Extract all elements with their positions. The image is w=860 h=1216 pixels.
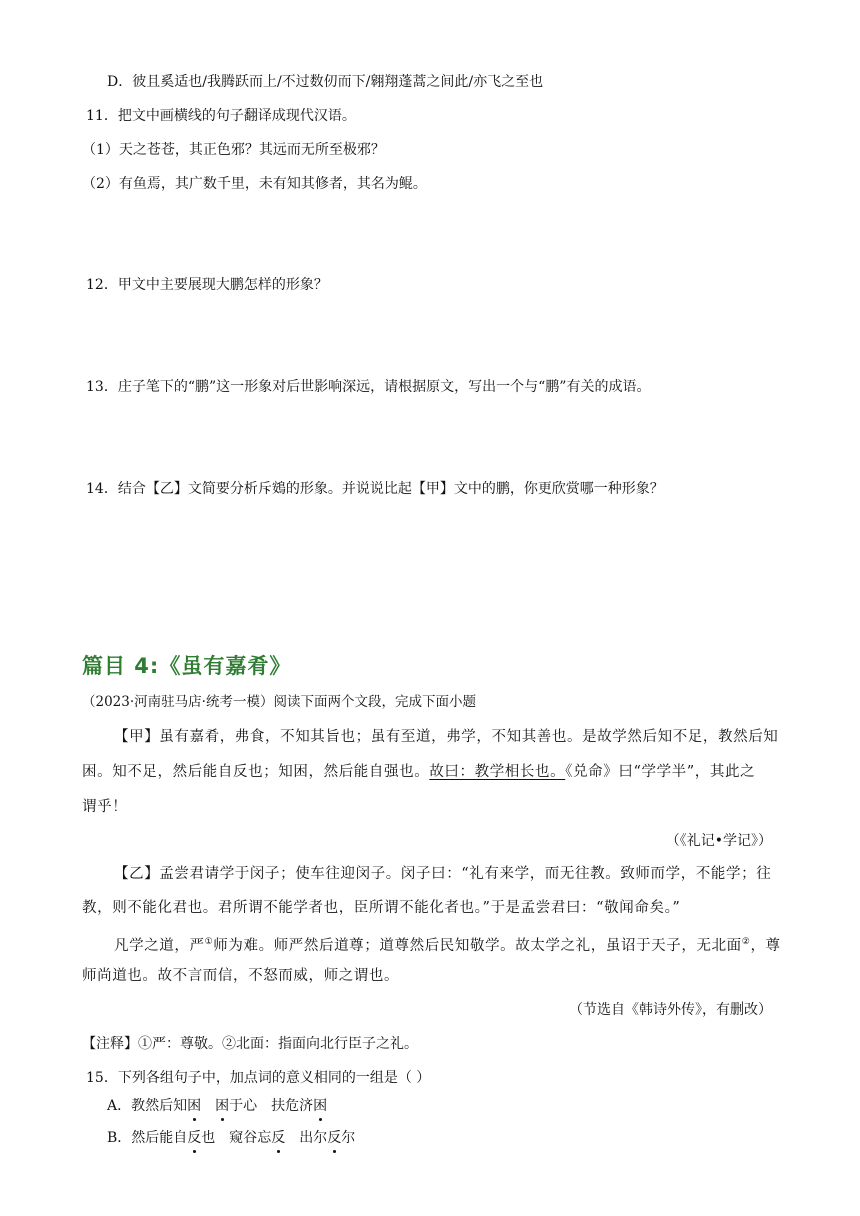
q11-stem: 11．把文中画横线的句子翻译成现代汉语。 <box>86 108 356 124</box>
yi-line-3-a: 凡学之道，严 <box>114 937 205 954</box>
option-a-phrase-3: 扶危济 <box>271 1098 314 1114</box>
dotted-word: 困 <box>215 1098 230 1114</box>
q11-sentence-2: （2）有鱼焉，其广数千里，未有知其修者，其名为鲲。 <box>82 176 427 192</box>
option-b-phrase-1: 然后能自 <box>131 1130 188 1146</box>
q13-stem: 13．庄子笔下的“鹏”这一形象对后世影响深远，请根据原文，写出一个与“鹏”有关的成语。 <box>86 379 651 395</box>
jia-underlined-sentence: 故曰：教学相长也。 <box>429 764 566 780</box>
option-b-phrase-2: 窥谷忘 <box>229 1130 272 1146</box>
yi-line-3-b: 师为难。师严然后道尊；道尊然后民知敬学。故太学之礼，虽诏于天子，无北面 <box>213 937 742 954</box>
yi-line-4: 师尚道也。故不言而信，不怒而威，师之谓也。 <box>82 968 400 984</box>
dotted-word: 反 <box>327 1130 342 1146</box>
q15-stem: 15．下列各组句子中，加点词的意义相同的一组是（ ） <box>86 1070 431 1086</box>
jia-line-1: 【甲】虽有嘉肴，弗食，不知其旨也；虽有至道，弗学，不知其善也。是故学然后知不足，教然后知 <box>114 729 779 745</box>
option-a-phrase-1: 教然后知 <box>131 1098 188 1114</box>
dotted-word: 反 <box>271 1130 286 1146</box>
q10-option-d: D．彼且奚适也/我腾跃而上/不过数仞而下/翱翔蓬蒿之间此/亦飞之至也 <box>107 74 544 90</box>
yi-line-2: 教，则不能化君也。君所谓不能学者也，臣所谓不能化者也。”于是孟尝君曰：“敬闻命矣。” <box>82 900 681 916</box>
jia-line-2-text: 困。知不足，然后能自反也；知困，然后能自强也。 <box>82 764 430 780</box>
yi-line-3-c: ，尊 <box>750 937 781 954</box>
jia-line-2 <box>82 762 755 782</box>
q11-sentence-1: （1）天之苍苍，其正色邪？其远而无所至极邪？ <box>82 142 385 158</box>
section-source: （2023·河南驻马店·统考一模）阅读下面两个文段，完成下面小题 <box>82 694 476 710</box>
dotted-word: 反 <box>187 1130 202 1146</box>
q14-stem: 14．结合【乙】文简要分析斥鴳的形象。并说说比起【甲】文中的鹏，你更欣赏哪一种形象？ <box>86 481 664 497</box>
yi-attribution: （节选自《韩诗外传》，有删改） <box>569 1002 772 1018</box>
yi-line-3 <box>114 932 781 956</box>
option-a-label: A． <box>107 1098 132 1114</box>
yi-line-1: 【乙】孟尝君请学于闵子；使车往迎闵子。闵子曰：“礼有来学，而无往教。致师而学，不能学；往 <box>114 866 772 882</box>
footnote-ref-2: ② <box>741 937 751 947</box>
jia-attribution: （《礼记•学记》） <box>665 833 772 849</box>
option-b-label: B． <box>107 1130 132 1146</box>
option-b-phrase-1-tail: 也 <box>201 1130 216 1146</box>
footnote-ref-1: ① <box>204 937 214 947</box>
footnote: 【注释】①严：尊敬。②北面：指面向北行臣子之礼。 <box>82 1036 418 1052</box>
section-title: 篇目 4:《虽有嘉肴》 <box>82 654 292 678</box>
jia-line-2-tail: 《兑命》曰“学学半”，其此之 <box>565 764 756 780</box>
dotted-word: 困 <box>187 1098 202 1114</box>
option-b-phrase-3-tail: 尔 <box>341 1130 356 1146</box>
q15-option-a <box>107 1096 327 1116</box>
option-a-phrase-2: 于心 <box>229 1098 258 1114</box>
dotted-word: 困 <box>313 1098 328 1114</box>
q12-stem: 12．甲文中主要展现大鹏怎样的形象？ <box>86 277 328 293</box>
option-b-phrase-3: 出尔 <box>299 1130 328 1146</box>
q15-option-b <box>107 1128 355 1148</box>
jia-line-3: 谓乎！ <box>82 799 128 815</box>
